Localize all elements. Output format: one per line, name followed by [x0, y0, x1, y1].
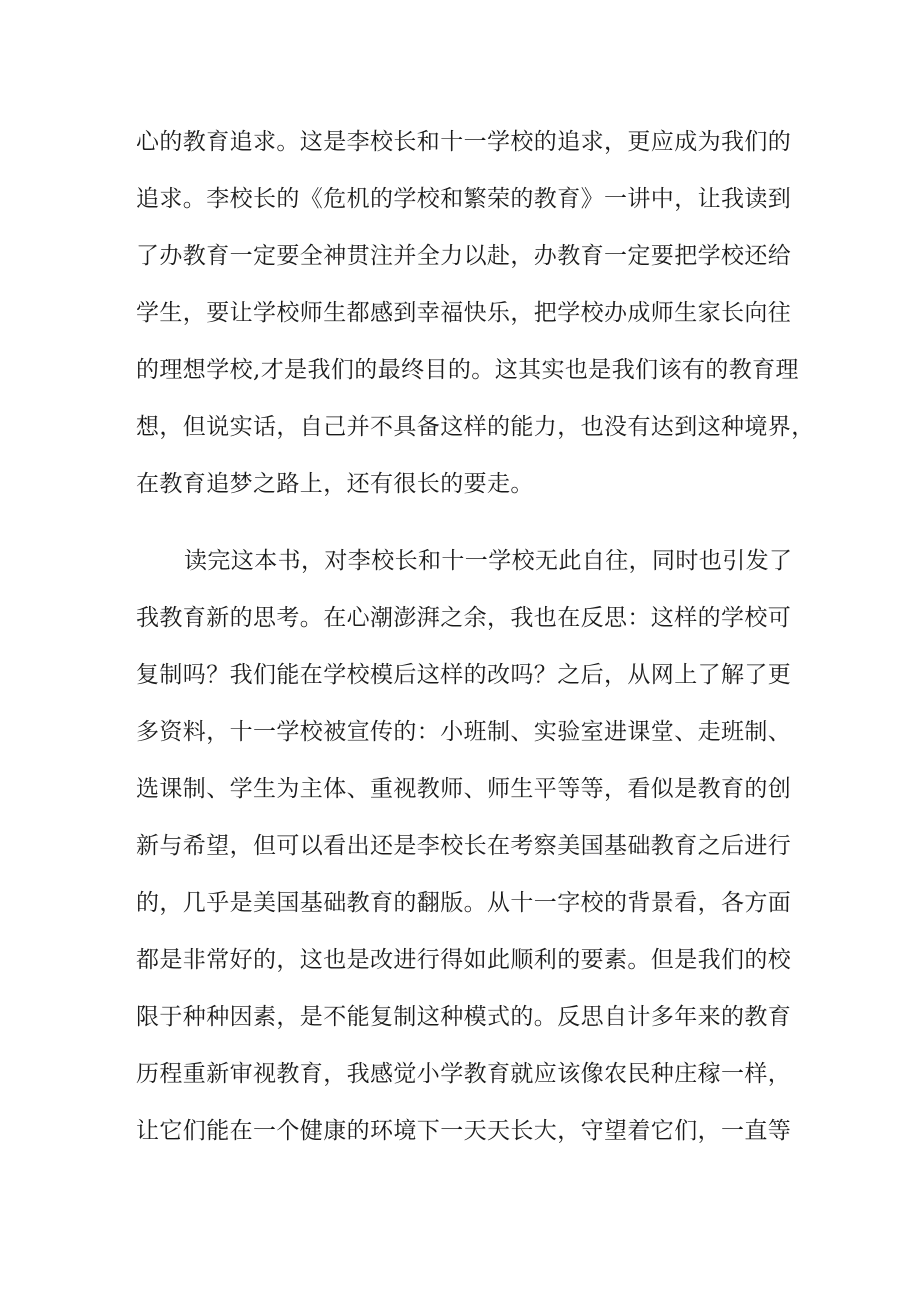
text-line: 都是非常好的，这也是改进行得如此顺利的要素。但是我们的校: [136, 947, 792, 973]
text-line: 复制吗？我们能在学校模后这样的改吗？之后，从网上了解了更: [136, 662, 792, 688]
text-line: 我教育新的思考。在心潮澎湃之余，我也在反思：这样的学校可: [136, 605, 792, 631]
text-line: 选课制、学生为主体、重视教师、师生平等等，看似是教育的创: [136, 776, 792, 802]
text-line: 的理想学校,才是我们的最终目的。这其实也是我们该有的教育理: [136, 357, 799, 383]
text-line: 新与希望，但可以看出还是李校长在考察美国基础教育之后进行: [136, 833, 792, 859]
text-line: 读完这本书，对李校长和十一学校无此自往，同时也引发了: [184, 548, 793, 574]
text-line: 在教育追梦之路上，还有很长的要走。: [136, 471, 534, 497]
text-line: 追求。李校长的《危机的学校和繁荣的教育》一讲中，让我读到: [136, 186, 792, 212]
text-line: 了办教育一定要全神贯注并全力以赴，办教育一定要把学校还给: [136, 243, 792, 269]
text-line: 多资料，十一学校被宣传的：小班制、实验室进课堂、走班制、: [136, 719, 792, 745]
text-line: 想，但说实话，自己并不具备这样的能力，也没有达到这种境界，: [136, 414, 815, 440]
text-line: 心的教育追求。这是李校长和十一学校的追求，更应成为我们的: [136, 129, 792, 155]
text-line: 让它们能在一个健康的环境下一天天长大，守望着它们，一直等: [136, 1118, 792, 1144]
text-line: 限于种种因素，是不能复制这种模式的。反思自计多年来的教育: [136, 1004, 792, 1030]
text-line: 的，几乎是美国基础教育的翻版。从十一字校的背景看，各方面: [136, 890, 792, 916]
text-line: 历程重新审视教育，我感觉小学教育就应该像农民种庄稼一样，: [136, 1061, 792, 1087]
text-line: 学生，要让学校师生都感到幸福快乐，把学校办成师生家长向往: [136, 300, 792, 326]
